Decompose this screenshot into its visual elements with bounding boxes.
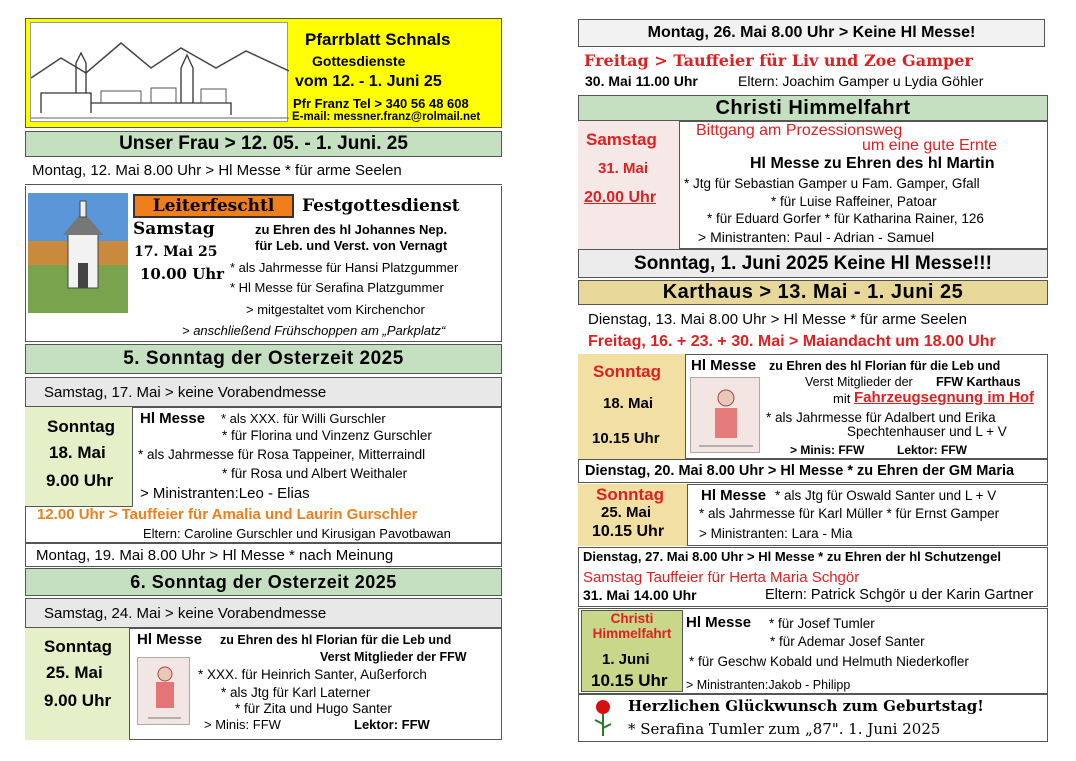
ch-time: 10.15 Uhr: [591, 671, 668, 690]
header-subtitle: Gottesdienste: [312, 53, 406, 69]
sun25-l1a: Hl Messe: [137, 631, 203, 648]
florian-image: [137, 657, 190, 725]
ksun18-l6b: Lektor: FFW: [897, 443, 967, 457]
sun18-l4: * für Rosa und Albert Weithaler: [222, 466, 408, 481]
sun18-time: 9.00 Uhr: [46, 471, 114, 490]
sun18-l7: Eltern: Caroline Gurschler und Kirusigan Pavotbawan: [143, 526, 451, 541]
church-drawing: [30, 22, 288, 122]
sat17-l3: * als Jahrmesse für Hansi Platzgummer: [230, 260, 459, 275]
header-email: E-mail: messner.franz@rolmail.net: [292, 111, 481, 123]
ksun25-day: Sonntag: [596, 485, 664, 504]
sat17-l6: > anschließend Frühschoppen am „Parkplatz“: [182, 323, 446, 338]
sun25-l1b: zu Ehren des hl Florian für die Leb und: [220, 633, 452, 647]
ksun25-l2: * als Jahrmesse für Karl Müller * für Ernst Gamper: [699, 506, 1000, 521]
tue13-line: Dienstag, 13. Mai 8.00 Uhr > Hl Messe * für arme Seelen: [588, 311, 967, 328]
sun6-header: 6. Sonntag der Osterzeit 2025: [25, 568, 502, 596]
mon26-line: Montag, 26. Mai 8.00 Uhr > Keine Hl Messe!: [578, 19, 1045, 47]
sun18-day: Sonntag: [47, 417, 115, 436]
ksun25-l3: > Ministranten: Lara - Mia: [699, 526, 853, 541]
ksun18-date: 18. Mai: [603, 395, 654, 412]
sun25-l6b: Lektor: FFW: [354, 717, 430, 732]
ksun18-time: 10.15 Uhr: [592, 430, 660, 447]
ch-l1a: Hl Messe: [686, 614, 752, 631]
sat17-l5: > mitgestaltet vom Kirchenchor: [246, 302, 425, 317]
ch-l4: > Ministranten:Jakob - Philipp: [686, 678, 851, 692]
sun18-l1b: * als XXX. für Willi Gurschler: [221, 411, 386, 426]
karthaus-header: Karthaus > 13. Mai - 1. Juni 25: [578, 280, 1048, 305]
sun18-l2: * für Florina und Vinzenz Gurschler: [222, 428, 432, 443]
ksun18-l6a: > Minis: FFW: [790, 443, 865, 457]
sat31-date: 31. Mai: [598, 160, 649, 177]
sat17-l2: für Leb. und Verst. von Vernagt: [255, 238, 448, 253]
fri30-b: 30. Mai 11.00 Uhr: [585, 73, 698, 89]
sat31-l2: um eine gute Ernte: [862, 137, 998, 154]
sat17-date: 17. Mai 25: [134, 244, 218, 260]
chapel-photo: [28, 193, 128, 313]
ksun18-l5: Spechtenhauser und L + V: [847, 424, 1007, 439]
fri30-c: Eltern: Joachim Gamper u Lydia Göhler: [738, 73, 984, 89]
sun18-l5: > Ministranten:Leo - Elias: [140, 485, 310, 502]
sun1-nomass: Sonntag, 1. Juni 2025 Keine Hl Messe!!!: [578, 249, 1048, 278]
sun18-l1a: Hl Messe: [140, 410, 206, 427]
ch-day: Christi Himmelfahrt: [592, 611, 672, 641]
leiter-badge: Leiterfeschtl: [133, 194, 294, 218]
header-title: Pfarrblatt Schnals: [305, 30, 451, 49]
ksun18-l1a: Hl Messe: [691, 357, 757, 374]
ksun18-l2a: Verst Mitglieder der: [805, 375, 913, 389]
sat17-vorabend: Samstag, 17. Mai > keine Vorabendmesse: [25, 377, 502, 407]
tue20-line: Dienstag, 20. Mai 8.00 Uhr > Hl Messe * zu Ehren der GM Maria: [578, 459, 1048, 483]
ksun18-day: Sonntag: [593, 362, 661, 381]
fri30-a: Freitag > Tauffeier für Liv und Zoe Gamper: [584, 51, 973, 70]
rose-icon: [590, 698, 616, 738]
sun25-l6a: > Minis: FFW: [204, 717, 281, 732]
sun25-date: 25. Mai: [46, 663, 103, 682]
header-priest: Pfr Franz Tel > 340 56 48 608: [293, 96, 469, 111]
christi-header: Christi Himmelfahrt: [578, 95, 1048, 121]
sat31-l5: * für Luise Raffeiner, Patoar: [771, 194, 937, 209]
sun25-l2: Verst Mitglieder der FFW: [320, 650, 467, 664]
sat17-time: 10.00 Uhr: [140, 265, 225, 283]
sat31k-b: 31. Mai 14.00 Uhr: [583, 587, 697, 603]
sat24-vorabend: Samstag, 24. Mai > keine Vorabendmesse: [25, 598, 502, 628]
sun5-header: 5. Sonntag der Osterzeit 2025: [25, 344, 502, 374]
sun25-l5: * für Zita und Hugo Santer: [235, 701, 392, 716]
ksun25-date: 25. Mai: [601, 504, 652, 521]
sat31-day: Samstag: [586, 130, 657, 149]
tue27-line: Dienstag, 27. Mai 8.00 Uhr > Hl Messe * zu Ehren der hl Schutzengel: [583, 549, 1001, 564]
ksun18-l3b: Fahrzeugsegnung im Hof: [854, 389, 1034, 406]
sun18-l6: 12.00 Uhr > Tauffeier für Amalia und Laurin Gurschler: [37, 506, 418, 523]
bday-l2: * Serafina Tumler zum „87". 1. Juni 2025: [628, 720, 941, 738]
sat17-day: Samstag: [133, 219, 215, 239]
mon19-line: Montag, 19. Mai 8.00 Uhr > Hl Messe * nach Meinung: [25, 543, 502, 567]
sat31-l3: Hl Messe zu Ehren des hl Martin: [750, 155, 995, 172]
ksun18-l1b: zu Ehren des hl Florian für die Leb und: [769, 359, 1001, 373]
sun25-time: 9.00 Uhr: [44, 691, 112, 710]
ch-l1b: * für Josef Tumler: [769, 616, 875, 631]
ksun18-l2b: FFW Karthaus: [936, 375, 1021, 389]
ksun18-l3a: mit: [833, 391, 851, 406]
sat17-l4: * Hl Messe für Serafina Platzgummer: [230, 280, 444, 295]
ksun25-l1b: * als Jtg für Oswald Santer und L + V: [775, 488, 997, 503]
ffw-emblem: [690, 377, 760, 453]
sun18-l3: * als Jahrmesse für Rosa Tappeiner, Mitterraindl: [138, 447, 426, 462]
ch-l2: * für Ademar Josef Santer: [770, 634, 925, 649]
sun25-l4: * als Jtg für Karl Laterner: [221, 685, 371, 700]
sat31-l1: Bittgang am Prozessionsweg: [696, 122, 903, 139]
ch-date: 1. Juni: [602, 651, 650, 668]
sat31k-a: Samstag Tauffeier für Herta Maria Schgör: [583, 569, 860, 586]
sat31-l7: > Ministranten: Paul - Adrian - Samuel: [698, 229, 935, 245]
sat17-l1: zu Ehren des hl Johannes Nep.: [255, 222, 448, 237]
mon12-line: Montag, 12. Mai 8.00 Uhr > Hl Messe * für arme Seelen: [32, 162, 402, 179]
sun25-l3: * XXX. für Heinrich Santer, Außerforch: [198, 667, 427, 682]
fri-maiandacht: Freitag, 16. + 23. + 30. Mai > Maiandacht um 18.00 Uhr: [588, 333, 996, 350]
sat31-time: 20.00 Uhr: [584, 189, 657, 206]
sat31k-c: Eltern: Patrick Schgör u der Karin Gartner: [765, 587, 1034, 603]
sun18-date: 18. Mai: [49, 443, 106, 462]
ksun25-time: 10.15 Uhr: [592, 523, 665, 540]
ch-l3: * für Geschw Kobald und Helmuth Niederkofler: [689, 654, 969, 669]
bday-l1: Herzlichen Glückwunsch zum Geburtstag!: [628, 697, 984, 715]
header-period: vom 12. - 1. Juni 25: [295, 73, 442, 90]
sat31-l4: * Jtg für Sebastian Gamper u Fam. Gamper, Gfall: [684, 176, 980, 191]
unserfrau-header: Unser Frau > 12. 05. - 1. Juni. 25: [25, 131, 502, 157]
festgottesdienst: Festgottesdienst: [302, 196, 460, 216]
ksun18-l4: * als Jahrmesse für Adalbert und Erika: [766, 410, 996, 425]
sat31-l6: * für Eduard Gorfer * für Katharina Rainer, 126: [707, 211, 984, 226]
ksun25-l1a: Hl Messe: [701, 487, 767, 504]
sun25-day: Sonntag: [44, 637, 112, 656]
